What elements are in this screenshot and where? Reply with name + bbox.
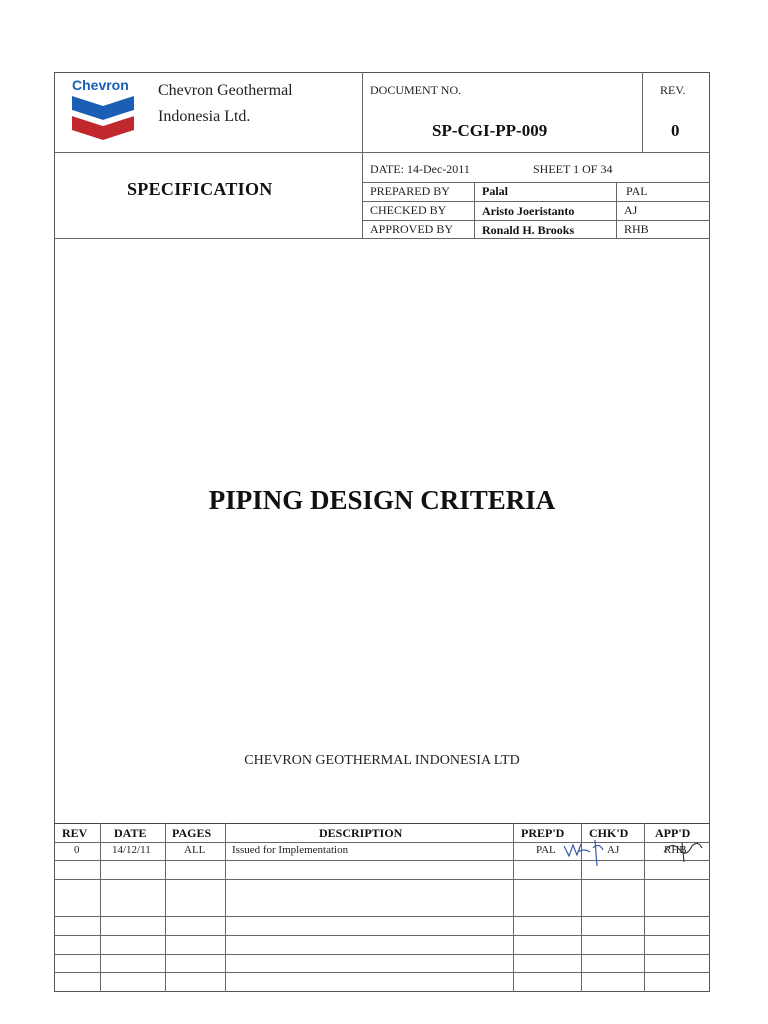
header-divider-2 <box>362 182 710 183</box>
logo-wordmark: Chevron <box>72 77 129 93</box>
body-company <box>54 751 710 769</box>
document-no-label: DOCUMENT NO. <box>370 83 462 97</box>
rev-col-divider-1 <box>100 823 101 992</box>
approved-by-label: APPROVED BY <box>370 222 454 236</box>
chevron-emblem-icon <box>70 94 136 146</box>
rev-header-appd: APP'D <box>655 826 691 840</box>
prepared-by-label: PREPARED BY <box>370 184 450 198</box>
rev-table-top <box>54 823 710 824</box>
rev-label: REV. <box>660 83 686 97</box>
rev-header-description: DESCRIPTION <box>319 826 403 840</box>
rev-table-line-3 <box>54 916 710 917</box>
rev-cell-chkd: AJ <box>607 844 620 856</box>
approved-signature-icon <box>660 838 704 864</box>
rev-table-line-2 <box>54 879 710 880</box>
chevron-logo <box>68 78 138 148</box>
rev-cell-pages: ALL <box>184 844 206 856</box>
rev-cell-appd: RHB <box>664 844 687 856</box>
prepared-signature-icon <box>562 840 592 860</box>
rev-table-line-1 <box>54 860 710 861</box>
prepared-by-initials: PAL <box>626 184 648 198</box>
header-vdivider-rev <box>642 72 643 152</box>
approved-by-initials: RHB <box>624 222 649 236</box>
rev-col-divider-2 <box>165 823 166 992</box>
rev-table-line-6 <box>54 972 710 973</box>
checked-by-initials: AJ <box>624 203 638 217</box>
rev-table-header-line <box>54 842 710 843</box>
prepared-by-name: Palal <box>482 184 508 198</box>
rev-value: 0 <box>671 121 680 140</box>
rev-header-prepd: PREP'D <box>521 826 565 840</box>
header-bottom-line <box>54 238 710 239</box>
checked-by-label: CHECKED BY <box>370 203 447 217</box>
header-divider-4 <box>362 220 710 221</box>
header-divider-1 <box>54 152 710 153</box>
rev-cell-prepd: PAL <box>536 844 556 856</box>
rev-col-divider-3 <box>225 823 226 992</box>
rev-col-divider-4 <box>513 823 514 992</box>
rev-cell-date: 14/12/11 <box>112 844 151 856</box>
header-divider-3 <box>362 201 710 202</box>
company-name-line1: Chevron Geothermal <box>158 82 293 99</box>
checked-signature-icon <box>591 838 607 868</box>
header-vdivider-main <box>362 72 363 238</box>
company-name-line2: Indonesia Ltd. <box>158 108 251 125</box>
specification-label: SPECIFICATION <box>127 179 273 199</box>
header-vdivider-names <box>474 182 475 238</box>
body-company-text: CHEVRON GEOTHERMAL INDONESIA LTD <box>244 753 520 768</box>
checked-by-name: Aristo Joeristanto <box>482 204 575 218</box>
rev-header-pages: PAGES <box>172 826 212 840</box>
rev-table-line-5 <box>54 954 710 955</box>
document-title-text: PIPING DESIGN CRITERIA <box>208 485 556 515</box>
header-vdivider-initials <box>616 182 617 238</box>
rev-header-chkd: CHK'D <box>589 826 629 840</box>
rev-header-date: DATE <box>114 826 147 840</box>
rev-cell-description: Issued for Implementation <box>232 844 349 856</box>
rev-col-divider-6 <box>644 823 645 992</box>
rev-cell-rev: 0 <box>74 844 80 856</box>
document-number: SP-CGI-PP-009 <box>432 121 548 140</box>
document-date: DATE: 14-Dec-2011 <box>370 162 470 176</box>
sheet-count: SHEET 1 OF 34 <box>533 162 613 176</box>
document-title <box>54 485 710 516</box>
rev-header-rev: REV <box>62 826 88 840</box>
approved-by-name: Ronald H. Brooks <box>482 223 575 237</box>
rev-table-line-4 <box>54 935 710 936</box>
